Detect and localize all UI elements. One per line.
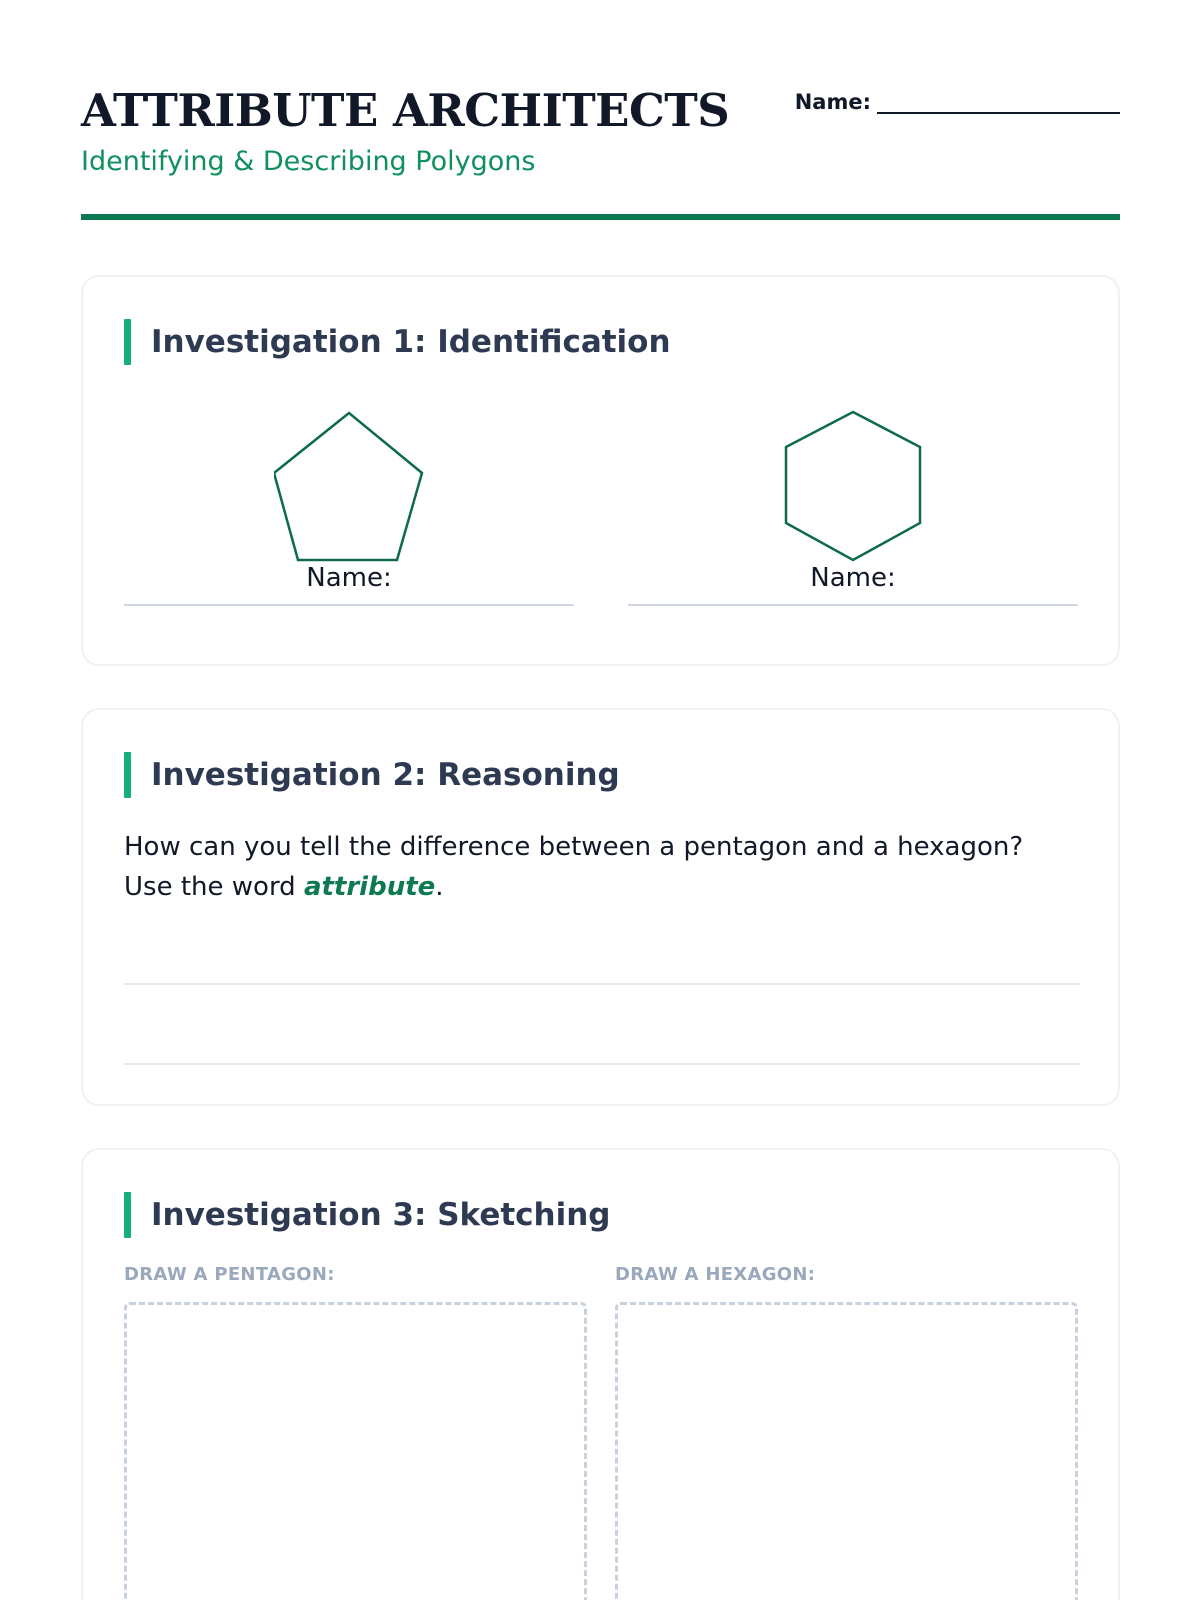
investigation-1-title: Investigation 1: Identification (151, 324, 671, 360)
shape-cell-hexagon (628, 410, 1078, 620)
page-title: ATTRIBUTE ARCHITECTS (81, 84, 730, 137)
investigation-3-heading (124, 1192, 611, 1238)
worksheet-page (81, 0, 1120, 1600)
student-name-field[interactable] (795, 90, 1120, 114)
worksheet-header (81, 0, 1120, 222)
shape-cell-pentagon (124, 410, 574, 620)
reasoning-prompt-text: How can you tell the difference between a pentagon and a hexagon? Use the word (124, 832, 1024, 902)
heading-accent-bar (124, 319, 131, 365)
sketch-pentagon-column (124, 1264, 587, 1600)
header-divider (81, 214, 1120, 220)
hexagon-name-answer-line[interactable] (628, 604, 1078, 606)
sketch-hexagon-label: DRAW A HEXAGON: (615, 1264, 816, 1285)
investigation-3-title: Investigation 3: Sketching (151, 1197, 611, 1233)
answer-line-2[interactable] (124, 1063, 1080, 1065)
answer-line-1[interactable] (124, 983, 1080, 985)
sketch-hexagon-column (615, 1264, 1078, 1600)
investigation-1-heading (124, 319, 671, 365)
sketch-pentagon-label: DRAW A PENTAGON: (124, 1264, 335, 1285)
reasoning-prompt (124, 827, 1064, 907)
heading-accent-bar (124, 1192, 131, 1238)
heading-accent-bar (124, 752, 131, 798)
pentagon-icon (274, 410, 424, 562)
hexagon-name-label: Name: (810, 563, 896, 593)
sketch-hexagon-box[interactable] (615, 1302, 1078, 1600)
reasoning-prompt-end: . (435, 872, 444, 902)
investigation-3-card (81, 1148, 1120, 1600)
page-subtitle: Identifying & Describing Polygons (81, 146, 536, 177)
investigation-2-title: Investigation 2: Reasoning (151, 757, 620, 793)
student-name-label: Name: (794, 90, 871, 114)
sketch-pentagon-box[interactable] (124, 1302, 587, 1600)
investigation-2-heading (124, 752, 620, 798)
student-name-line[interactable] (877, 92, 1120, 114)
pentagon-name-answer-line[interactable] (124, 604, 574, 606)
investigation-1-card (81, 275, 1120, 666)
investigation-2-card (81, 708, 1120, 1106)
reasoning-keyword: attribute (303, 872, 436, 902)
pentagon-name-label: Name: (306, 563, 392, 593)
hexagon-icon (778, 410, 928, 562)
